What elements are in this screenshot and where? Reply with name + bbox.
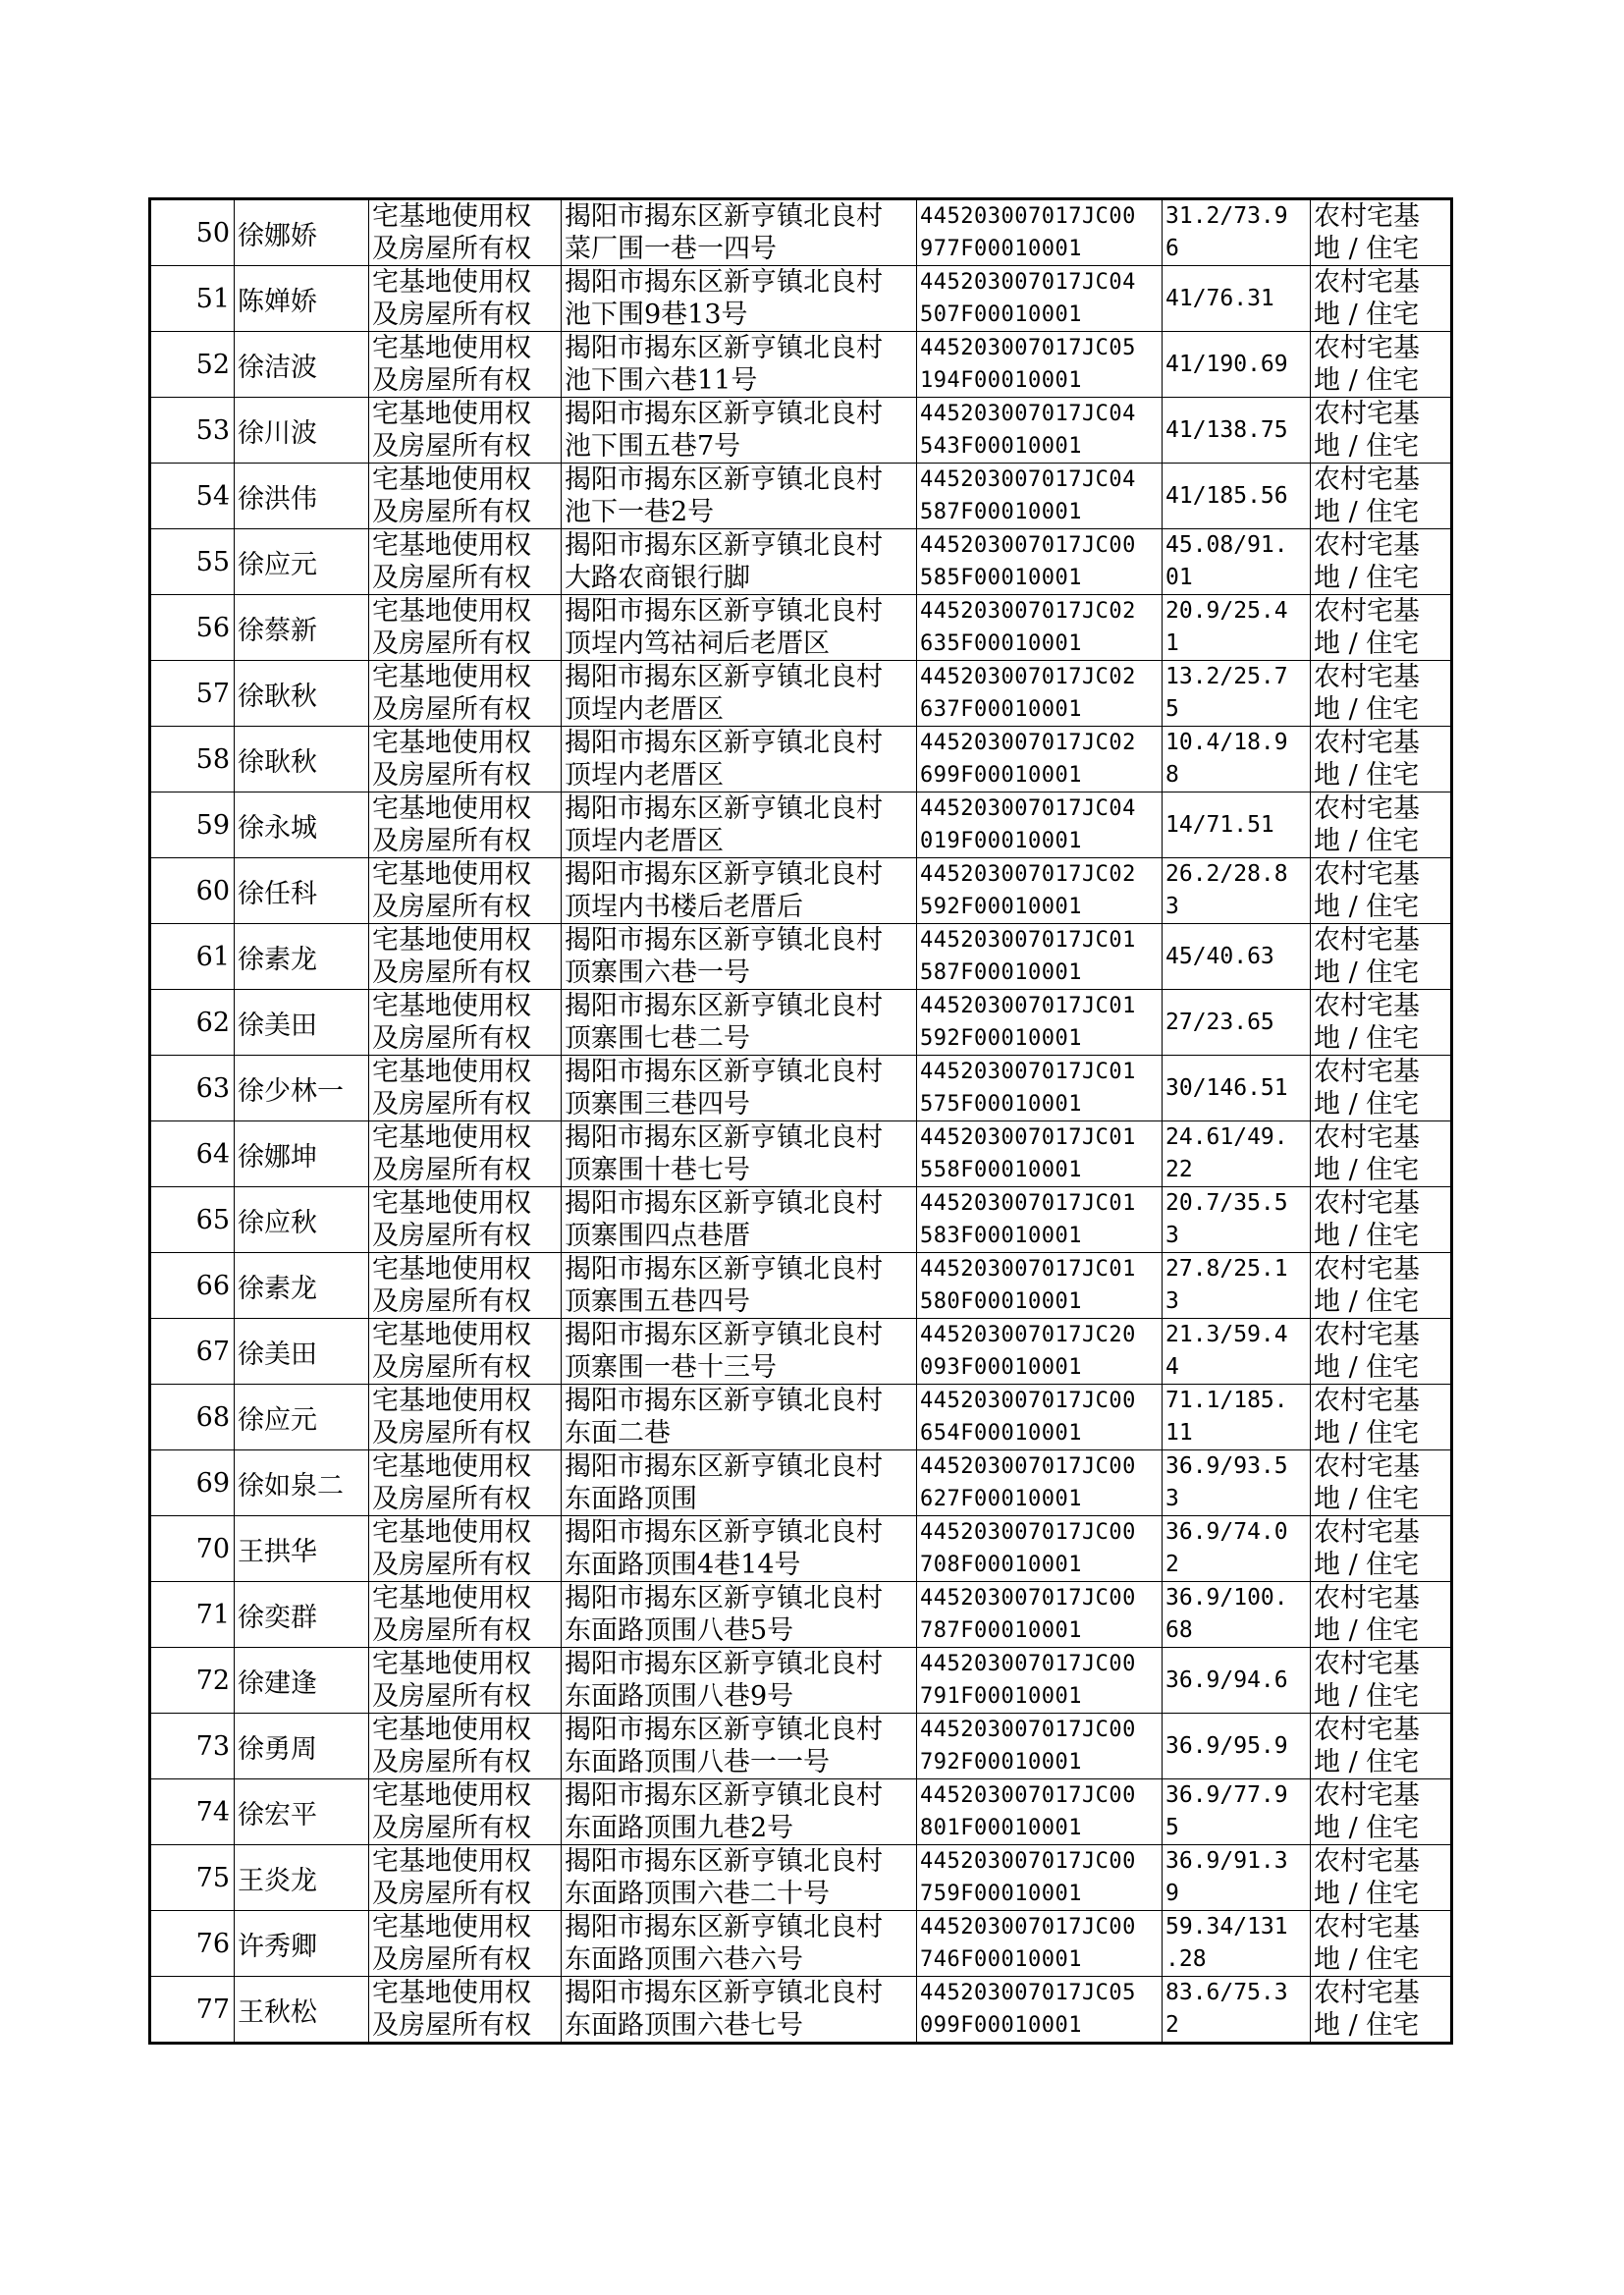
right-type-cell: 宅基地使用权 及房屋所有权 xyxy=(369,266,562,332)
table-row xyxy=(150,858,1452,924)
right-type-cell: 宅基地使用权 及房屋所有权 xyxy=(369,1582,562,1648)
land-use-cell: 农村宅基 地 / 住宅 xyxy=(1311,1845,1452,1911)
unit-code-cell: 445203007017JC02 699F00010001 xyxy=(917,727,1163,792)
owner-name-cell: 许秀卿 xyxy=(235,1911,369,1977)
owner-name-cell: 徐建逢 xyxy=(235,1648,369,1714)
area-cell: 24.61/49. 22 xyxy=(1163,1121,1311,1187)
right-type-cell: 宅基地使用权 及房屋所有权 xyxy=(369,1779,562,1845)
address-cell: 揭阳市揭东区新亨镇北良村 顶寨围四点巷厝 xyxy=(562,1187,917,1253)
unit-code-cell: 445203007017JC00 787F00010001 xyxy=(917,1582,1163,1648)
right-type-cell: 宅基地使用权 及房屋所有权 xyxy=(369,1648,562,1714)
area-cell: 45.08/91. 01 xyxy=(1163,529,1311,595)
owner-name-cell: 王拱华 xyxy=(235,1516,369,1582)
owner-name-cell: 徐应元 xyxy=(235,1385,369,1450)
land-use-cell: 农村宅基 地 / 住宅 xyxy=(1311,332,1452,398)
row-number-cell: 57 xyxy=(150,661,235,727)
address-cell: 揭阳市揭东区新亨镇北良村 池下围六巷11号 xyxy=(562,332,917,398)
unit-code-cell: 445203007017JC20 093F00010001 xyxy=(917,1319,1163,1385)
owner-name-cell: 徐耿秋 xyxy=(235,727,369,792)
area-cell: 20.9/25.4 1 xyxy=(1163,595,1311,661)
area-cell: 41/190.69 xyxy=(1163,332,1311,398)
area-cell: 30/146.51 xyxy=(1163,1056,1311,1121)
table-row xyxy=(150,1121,1452,1187)
area-cell: 41/138.75 xyxy=(1163,398,1311,464)
row-number-cell: 74 xyxy=(150,1779,235,1845)
table-row xyxy=(150,1253,1452,1319)
owner-name-cell: 徐素龙 xyxy=(235,924,369,990)
unit-code-cell: 445203007017JC05 194F00010001 xyxy=(917,332,1163,398)
row-number-cell: 73 xyxy=(150,1714,235,1779)
table-row xyxy=(150,1714,1452,1779)
unit-code-cell: 445203007017JC02 637F00010001 xyxy=(917,661,1163,727)
table-row xyxy=(150,595,1452,661)
land-use-cell: 农村宅基 地 / 住宅 xyxy=(1311,1319,1452,1385)
right-type-cell: 宅基地使用权 及房屋所有权 xyxy=(369,990,562,1056)
area-cell: 20.7/35.5 3 xyxy=(1163,1187,1311,1253)
unit-code-cell: 445203007017JC01 558F00010001 xyxy=(917,1121,1163,1187)
area-cell: 45/40.63 xyxy=(1163,924,1311,990)
unit-code-cell: 445203007017JC01 587F00010001 xyxy=(917,924,1163,990)
row-number-cell: 51 xyxy=(150,266,235,332)
owner-name-cell: 徐蔡新 xyxy=(235,595,369,661)
owner-name-cell: 徐奕群 xyxy=(235,1582,369,1648)
address-cell: 揭阳市揭东区新亨镇北良村 东面路顶围六巷二十号 xyxy=(562,1845,917,1911)
row-number-cell: 59 xyxy=(150,792,235,858)
owner-name-cell: 徐勇周 xyxy=(235,1714,369,1779)
unit-code-cell: 445203007017JC01 575F00010001 xyxy=(917,1056,1163,1121)
land-use-cell: 农村宅基 地 / 住宅 xyxy=(1311,1187,1452,1253)
land-use-cell: 农村宅基 地 / 住宅 xyxy=(1311,1253,1452,1319)
row-number-cell: 54 xyxy=(150,464,235,529)
address-cell: 揭阳市揭东区新亨镇北良村 东面二巷 xyxy=(562,1385,917,1450)
right-type-cell: 宅基地使用权 及房屋所有权 xyxy=(369,398,562,464)
right-type-cell: 宅基地使用权 及房屋所有权 xyxy=(369,529,562,595)
land-use-cell: 农村宅基 地 / 住宅 xyxy=(1311,990,1452,1056)
address-cell: 揭阳市揭东区新亨镇北良村 菜厂围一巷一四号 xyxy=(562,199,917,266)
table-row xyxy=(150,464,1452,529)
unit-code-cell: 445203007017JC00 746F00010001 xyxy=(917,1911,1163,1977)
land-use-cell: 农村宅基 地 / 住宅 xyxy=(1311,1779,1452,1845)
address-cell: 揭阳市揭东区新亨镇北良村 顶埕内书楼后老厝后 xyxy=(562,858,917,924)
right-type-cell: 宅基地使用权 及房屋所有权 xyxy=(369,1845,562,1911)
area-cell: 10.4/18.9 8 xyxy=(1163,727,1311,792)
row-number-cell: 77 xyxy=(150,1977,235,2044)
table-row xyxy=(150,792,1452,858)
land-use-cell: 农村宅基 地 / 住宅 xyxy=(1311,1977,1452,2044)
right-type-cell: 宅基地使用权 及房屋所有权 xyxy=(369,1319,562,1385)
right-type-cell: 宅基地使用权 及房屋所有权 xyxy=(369,858,562,924)
address-cell: 揭阳市揭东区新亨镇北良村 东面路顶围八巷一一号 xyxy=(562,1714,917,1779)
unit-code-cell: 445203007017JC00 801F00010001 xyxy=(917,1779,1163,1845)
owner-name-cell: 王炎龙 xyxy=(235,1845,369,1911)
row-number-cell: 70 xyxy=(150,1516,235,1582)
address-cell: 揭阳市揭东区新亨镇北良村 东面路顶围六巷六号 xyxy=(562,1911,917,1977)
area-cell: 27/23.65 xyxy=(1163,990,1311,1056)
unit-code-cell: 445203007017JC05 099F00010001 xyxy=(917,1977,1163,2044)
area-cell: 36.9/94.6 xyxy=(1163,1648,1311,1714)
row-number-cell: 50 xyxy=(150,199,235,266)
table-row xyxy=(150,1779,1452,1845)
records-table-body xyxy=(150,199,1452,2044)
table-row xyxy=(150,1385,1452,1450)
table-row xyxy=(150,1911,1452,1977)
unit-code-cell: 445203007017JC01 592F00010001 xyxy=(917,990,1163,1056)
area-cell: 41/185.56 xyxy=(1163,464,1311,529)
owner-name-cell: 徐永城 xyxy=(235,792,369,858)
land-use-cell: 农村宅基 地 / 住宅 xyxy=(1311,792,1452,858)
owner-name-cell: 徐应元 xyxy=(235,529,369,595)
row-number-cell: 58 xyxy=(150,727,235,792)
right-type-cell: 宅基地使用权 及房屋所有权 xyxy=(369,1516,562,1582)
owner-name-cell: 徐川波 xyxy=(235,398,369,464)
area-cell: 36.9/95.9 xyxy=(1163,1714,1311,1779)
address-cell: 揭阳市揭东区新亨镇北良村 顶埕内老厝区 xyxy=(562,727,917,792)
row-number-cell: 62 xyxy=(150,990,235,1056)
owner-name-cell: 徐洁波 xyxy=(235,332,369,398)
area-cell: 36.9/91.3 9 xyxy=(1163,1845,1311,1911)
address-cell: 揭阳市揭东区新亨镇北良村 顶寨围十巷七号 xyxy=(562,1121,917,1187)
owner-name-cell: 徐美田 xyxy=(235,990,369,1056)
row-number-cell: 55 xyxy=(150,529,235,595)
land-use-cell: 农村宅基 地 / 住宅 xyxy=(1311,199,1452,266)
table-row xyxy=(150,1450,1452,1516)
owner-name-cell: 徐娜坤 xyxy=(235,1121,369,1187)
unit-code-cell: 445203007017JC00 654F00010001 xyxy=(917,1385,1163,1450)
land-use-cell: 农村宅基 地 / 住宅 xyxy=(1311,398,1452,464)
owner-name-cell: 徐如泉二 xyxy=(235,1450,369,1516)
table-row xyxy=(150,1056,1452,1121)
row-number-cell: 61 xyxy=(150,924,235,990)
right-type-cell: 宅基地使用权 及房屋所有权 xyxy=(369,332,562,398)
unit-code-cell: 445203007017JC00 977F00010001 xyxy=(917,199,1163,266)
table-row xyxy=(150,1648,1452,1714)
address-cell: 揭阳市揭东区新亨镇北良村 东面路顶围 xyxy=(562,1450,917,1516)
unit-code-cell: 445203007017JC01 583F00010001 xyxy=(917,1187,1163,1253)
unit-code-cell: 445203007017JC00 585F00010001 xyxy=(917,529,1163,595)
land-use-cell: 农村宅基 地 / 住宅 xyxy=(1311,661,1452,727)
owner-name-cell: 徐洪伟 xyxy=(235,464,369,529)
owner-name-cell: 徐耿秋 xyxy=(235,661,369,727)
address-cell: 揭阳市揭东区新亨镇北良村 顶埕内老厝区 xyxy=(562,661,917,727)
land-use-cell: 农村宅基 地 / 住宅 xyxy=(1311,595,1452,661)
address-cell: 揭阳市揭东区新亨镇北良村 池下围9巷13号 xyxy=(562,266,917,332)
area-cell: 59.34/131 .28 xyxy=(1163,1911,1311,1977)
row-number-cell: 65 xyxy=(150,1187,235,1253)
land-use-cell: 农村宅基 地 / 住宅 xyxy=(1311,1056,1452,1121)
table-row xyxy=(150,266,1452,332)
land-use-cell: 农村宅基 地 / 住宅 xyxy=(1311,1582,1452,1648)
right-type-cell: 宅基地使用权 及房屋所有权 xyxy=(369,1121,562,1187)
table-row xyxy=(150,199,1452,266)
row-number-cell: 66 xyxy=(150,1253,235,1319)
owner-name-cell: 徐娜娇 xyxy=(235,199,369,266)
owner-name-cell: 徐应秋 xyxy=(235,1187,369,1253)
land-use-cell: 农村宅基 地 / 住宅 xyxy=(1311,924,1452,990)
land-use-cell: 农村宅基 地 / 住宅 xyxy=(1311,1385,1452,1450)
area-cell: 36.9/77.9 5 xyxy=(1163,1779,1311,1845)
unit-code-cell: 445203007017JC02 592F00010001 xyxy=(917,858,1163,924)
land-use-cell: 农村宅基 地 / 住宅 xyxy=(1311,1714,1452,1779)
address-cell: 揭阳市揭东区新亨镇北良村 池下一巷2号 xyxy=(562,464,917,529)
owner-name-cell: 徐任科 xyxy=(235,858,369,924)
area-cell: 31.2/73.9 6 xyxy=(1163,199,1311,266)
right-type-cell: 宅基地使用权 及房屋所有权 xyxy=(369,595,562,661)
area-cell: 13.2/25.7 5 xyxy=(1163,661,1311,727)
row-number-cell: 68 xyxy=(150,1385,235,1450)
land-use-cell: 农村宅基 地 / 住宅 xyxy=(1311,1648,1452,1714)
address-cell: 揭阳市揭东区新亨镇北良村 顶寨围六巷一号 xyxy=(562,924,917,990)
table-row xyxy=(150,529,1452,595)
right-type-cell: 宅基地使用权 及房屋所有权 xyxy=(369,1253,562,1319)
unit-code-cell: 445203007017JC00 792F00010001 xyxy=(917,1714,1163,1779)
address-cell: 揭阳市揭东区新亨镇北良村 东面路顶围九巷2号 xyxy=(562,1779,917,1845)
area-cell: 14/71.51 xyxy=(1163,792,1311,858)
unit-code-cell: 445203007017JC04 543F00010001 xyxy=(917,398,1163,464)
area-cell: 27.8/25.1 3 xyxy=(1163,1253,1311,1319)
row-number-cell: 64 xyxy=(150,1121,235,1187)
owner-name-cell: 陈婵娇 xyxy=(235,266,369,332)
row-number-cell: 69 xyxy=(150,1450,235,1516)
row-number-cell: 60 xyxy=(150,858,235,924)
table-row xyxy=(150,332,1452,398)
right-type-cell: 宅基地使用权 及房屋所有权 xyxy=(369,1056,562,1121)
area-cell: 71.1/185. 11 xyxy=(1163,1385,1311,1450)
address-cell: 揭阳市揭东区新亨镇北良村 东面路顶围六巷七号 xyxy=(562,1977,917,2044)
right-type-cell: 宅基地使用权 及房屋所有权 xyxy=(369,727,562,792)
right-type-cell: 宅基地使用权 及房屋所有权 xyxy=(369,1385,562,1450)
right-type-cell: 宅基地使用权 及房屋所有权 xyxy=(369,661,562,727)
right-type-cell: 宅基地使用权 及房屋所有权 xyxy=(369,1450,562,1516)
area-cell: 36.9/74.0 2 xyxy=(1163,1516,1311,1582)
address-cell: 揭阳市揭东区新亨镇北良村 顶寨围五巷四号 xyxy=(562,1253,917,1319)
address-cell: 揭阳市揭东区新亨镇北良村 顶埕内老厝区 xyxy=(562,792,917,858)
area-cell: 36.9/100. 68 xyxy=(1163,1582,1311,1648)
address-cell: 揭阳市揭东区新亨镇北良村 顶寨围七巷二号 xyxy=(562,990,917,1056)
address-cell: 揭阳市揭东区新亨镇北良村 东面路顶围4巷14号 xyxy=(562,1516,917,1582)
right-type-cell: 宅基地使用权 及房屋所有权 xyxy=(369,792,562,858)
address-cell: 揭阳市揭东区新亨镇北良村 东面路顶围八巷9号 xyxy=(562,1648,917,1714)
area-cell: 36.9/93.5 3 xyxy=(1163,1450,1311,1516)
address-cell: 揭阳市揭东区新亨镇北良村 池下围五巷7号 xyxy=(562,398,917,464)
land-use-cell: 农村宅基 地 / 住宅 xyxy=(1311,529,1452,595)
owner-name-cell: 徐美田 xyxy=(235,1319,369,1385)
unit-code-cell: 445203007017JC00 759F00010001 xyxy=(917,1845,1163,1911)
row-number-cell: 56 xyxy=(150,595,235,661)
address-cell: 揭阳市揭东区新亨镇北良村 大路农商银行脚 xyxy=(562,529,917,595)
address-cell: 揭阳市揭东区新亨镇北良村 顶寨围三巷四号 xyxy=(562,1056,917,1121)
row-number-cell: 71 xyxy=(150,1582,235,1648)
area-cell: 26.2/28.8 3 xyxy=(1163,858,1311,924)
land-use-cell: 农村宅基 地 / 住宅 xyxy=(1311,858,1452,924)
table-row xyxy=(150,1977,1452,2044)
land-use-cell: 农村宅基 地 / 住宅 xyxy=(1311,1516,1452,1582)
area-cell: 21.3/59.4 4 xyxy=(1163,1319,1311,1385)
unit-code-cell: 445203007017JC04 587F00010001 xyxy=(917,464,1163,529)
owner-name-cell: 王秋松 xyxy=(235,1977,369,2044)
land-use-cell: 农村宅基 地 / 住宅 xyxy=(1311,266,1452,332)
right-type-cell: 宅基地使用权 及房屋所有权 xyxy=(369,199,562,266)
right-type-cell: 宅基地使用权 及房屋所有权 xyxy=(369,1911,562,1977)
table-row xyxy=(150,1582,1452,1648)
row-number-cell: 67 xyxy=(150,1319,235,1385)
owner-name-cell: 徐素龙 xyxy=(235,1253,369,1319)
table-row xyxy=(150,1516,1452,1582)
row-number-cell: 75 xyxy=(150,1845,235,1911)
table-row xyxy=(150,727,1452,792)
unit-code-cell: 445203007017JC00 791F00010001 xyxy=(917,1648,1163,1714)
table-row xyxy=(150,924,1452,990)
unit-code-cell: 445203007017JC01 580F00010001 xyxy=(917,1253,1163,1319)
address-cell: 揭阳市揭东区新亨镇北良村 顶寨围一巷十三号 xyxy=(562,1319,917,1385)
area-cell: 83.6/75.3 2 xyxy=(1163,1977,1311,2044)
address-cell: 揭阳市揭东区新亨镇北良村 顶埕内笃祜祠后老厝区 xyxy=(562,595,917,661)
owner-name-cell: 徐宏平 xyxy=(235,1779,369,1845)
address-cell: 揭阳市揭东区新亨镇北良村 东面路顶围八巷5号 xyxy=(562,1582,917,1648)
right-type-cell: 宅基地使用权 及房屋所有权 xyxy=(369,1187,562,1253)
land-use-cell: 农村宅基 地 / 住宅 xyxy=(1311,1121,1452,1187)
row-number-cell: 72 xyxy=(150,1648,235,1714)
table-row xyxy=(150,1845,1452,1911)
unit-code-cell: 445203007017JC04 019F00010001 xyxy=(917,792,1163,858)
table-row xyxy=(150,661,1452,727)
table-row xyxy=(150,1319,1452,1385)
unit-code-cell: 445203007017JC04 507F00010001 xyxy=(917,266,1163,332)
row-number-cell: 76 xyxy=(150,1911,235,1977)
right-type-cell: 宅基地使用权 及房屋所有权 xyxy=(369,1977,562,2044)
right-type-cell: 宅基地使用权 及房屋所有权 xyxy=(369,1714,562,1779)
land-use-cell: 农村宅基 地 / 住宅 xyxy=(1311,464,1452,529)
unit-code-cell: 445203007017JC02 635F00010001 xyxy=(917,595,1163,661)
table-row xyxy=(150,990,1452,1056)
row-number-cell: 63 xyxy=(150,1056,235,1121)
land-use-cell: 农村宅基 地 / 住宅 xyxy=(1311,1911,1452,1977)
table-row xyxy=(150,1187,1452,1253)
table-row xyxy=(150,398,1452,464)
records-table xyxy=(148,197,1453,2045)
land-use-cell: 农村宅基 地 / 住宅 xyxy=(1311,727,1452,792)
row-number-cell: 52 xyxy=(150,332,235,398)
right-type-cell: 宅基地使用权 及房屋所有权 xyxy=(369,464,562,529)
unit-code-cell: 445203007017JC00 627F00010001 xyxy=(917,1450,1163,1516)
unit-code-cell: 445203007017JC00 708F00010001 xyxy=(917,1516,1163,1582)
row-number-cell: 53 xyxy=(150,398,235,464)
area-cell: 41/76.31 xyxy=(1163,266,1311,332)
owner-name-cell: 徐少林一 xyxy=(235,1056,369,1121)
right-type-cell: 宅基地使用权 及房屋所有权 xyxy=(369,924,562,990)
land-use-cell: 农村宅基 地 / 住宅 xyxy=(1311,1450,1452,1516)
